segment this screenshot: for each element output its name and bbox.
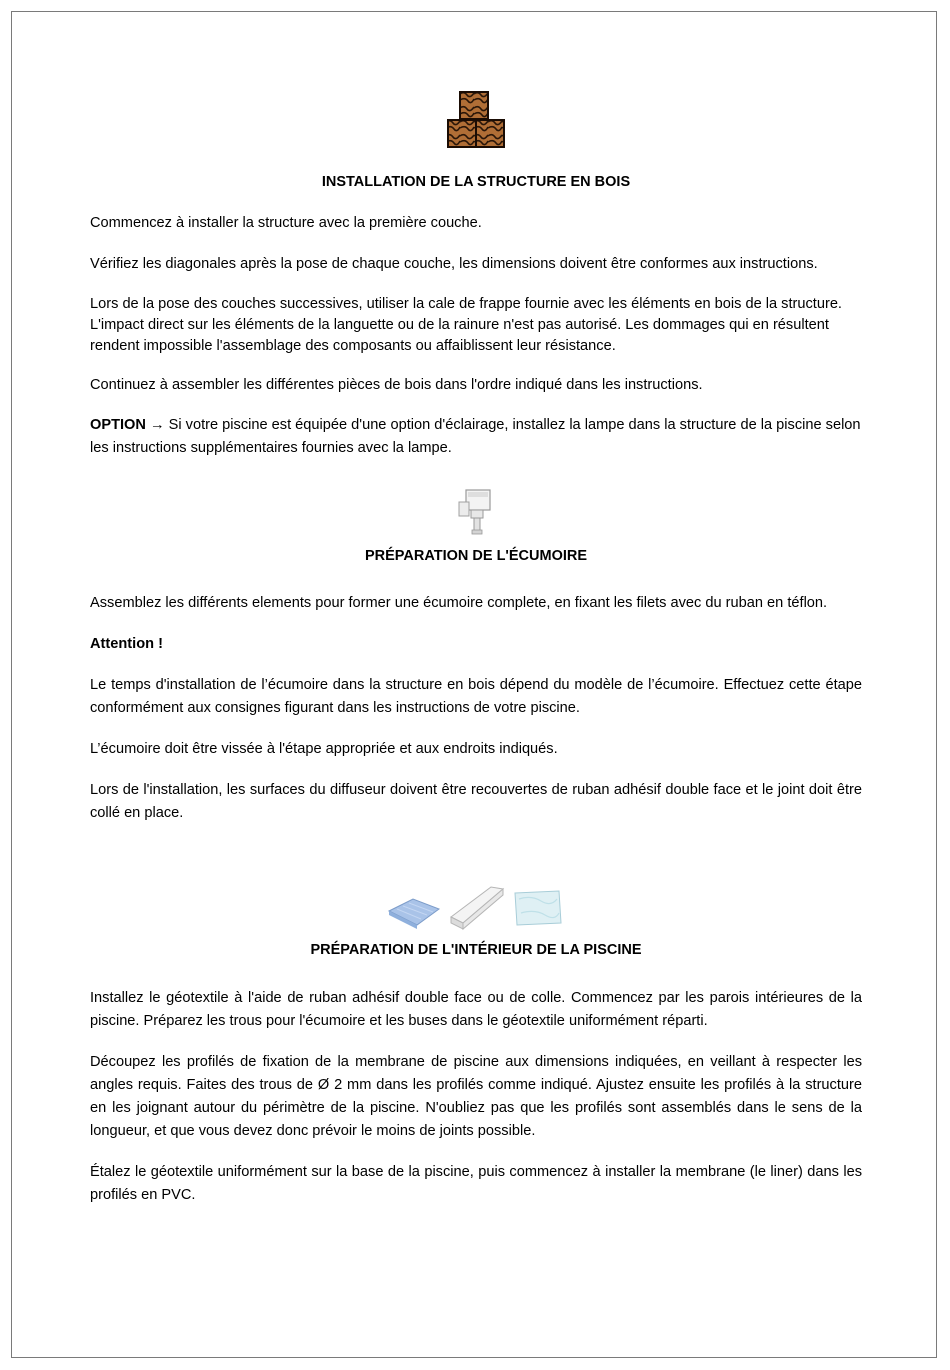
paragraph: Continuez à assembler les différentes pièces de bois dans l'ordre indiqué dans les instructions. — [90, 377, 703, 393]
pool-liner-icon — [511, 883, 565, 931]
attention-label: Attention ! — [90, 636, 163, 652]
paragraph: Le temps d'installation de l’écumoire dans la structure en bois dépend du modèle de l’écumoire. Effectuez cette étape conformément aux consignes figurant dans les instructions de votre piscine. — [90, 677, 862, 716]
wood-blocks-icon — [90, 90, 862, 150]
option-label: OPTION → — [90, 417, 165, 433]
paragraph: Lors de l'installation, les surfaces du diffuseur doivent être recouvertes de ruban adhésif double face et le joint doit être collé en place. — [90, 782, 862, 821]
skimmer-icon — [90, 488, 862, 538]
paragraph: Installez le géotextile à l'aide de ruban adhésif double face ou de colle. Commencez par les parois intérieures de la piscine. Préparez les trous pour l'écumoire et les buses dans le géotextile uniformément réparti. — [90, 990, 862, 1029]
pool-materials-figure — [90, 883, 862, 931]
option-text: Si votre piscine est équipée d'une option d'éclairage, installez la lampe dans la structure de la piscine selon les instructions supplémentaires fournies avec la lampe. — [90, 417, 861, 456]
section-title-structure: INSTALLATION DE LA STRUCTURE EN BOIS — [321, 174, 631, 190]
pvc-profile-icon — [447, 883, 505, 931]
paragraph: Commencez à installer la structure avec la première couche. — [90, 215, 482, 231]
paragraph: Vérifiez les diagonales après la pose de chaque couche, les dimensions doivent être conformes aux instructions. — [90, 256, 818, 272]
paragraph: Découpez les profilés de fixation de la membrane de piscine aux dimensions indiquées, en veillant à respecter les angles requis. Faites des trous de Ø 2 mm dans les profilés comme indiqué. Ajustez ensuite les profilés à la structure en les joignant autour du périmètre de la piscine. N'oubliez pas que les profilés sont assemblés dans le sens de la longueur, et que vous devez donc prévoir le moins de joints possible. — [90, 1054, 862, 1139]
paragraph: L’écumoire doit être vissée à l'étape appropriée et aux endroits indiqués. — [90, 741, 558, 757]
section-title-skimmer: PRÉPARATION DE L'ÉCUMOIRE — [364, 548, 588, 564]
document-body — [90, 90, 862, 1207]
section-title-pool-interior: PRÉPARATION DE L'INTÉRIEUR DE LA PISCINE — [310, 942, 642, 958]
paragraph: Lors de la pose des couches successives, utiliser la cale de frappe fournie avec les éléments en bois de la structure. L'impact direct sur les éléments de la languette ou de la rainure n'est pas autorisé. Les dommages qui en résultent rendent impossible l'assemblage des composants ou affaiblissent leur résistance. — [90, 296, 842, 354]
option-paragraph — [90, 414, 862, 460]
paragraph: Étalez le géotextile uniformément sur la base de la piscine, puis commencez à installer la membrane (le liner) dans les profilés en PVC. — [90, 1164, 862, 1203]
geotextile-icon — [387, 883, 441, 931]
paragraph: Assemblez les différents elements pour former une écumoire complete, en fixant les filets avec du ruban en téflon. — [90, 595, 828, 611]
